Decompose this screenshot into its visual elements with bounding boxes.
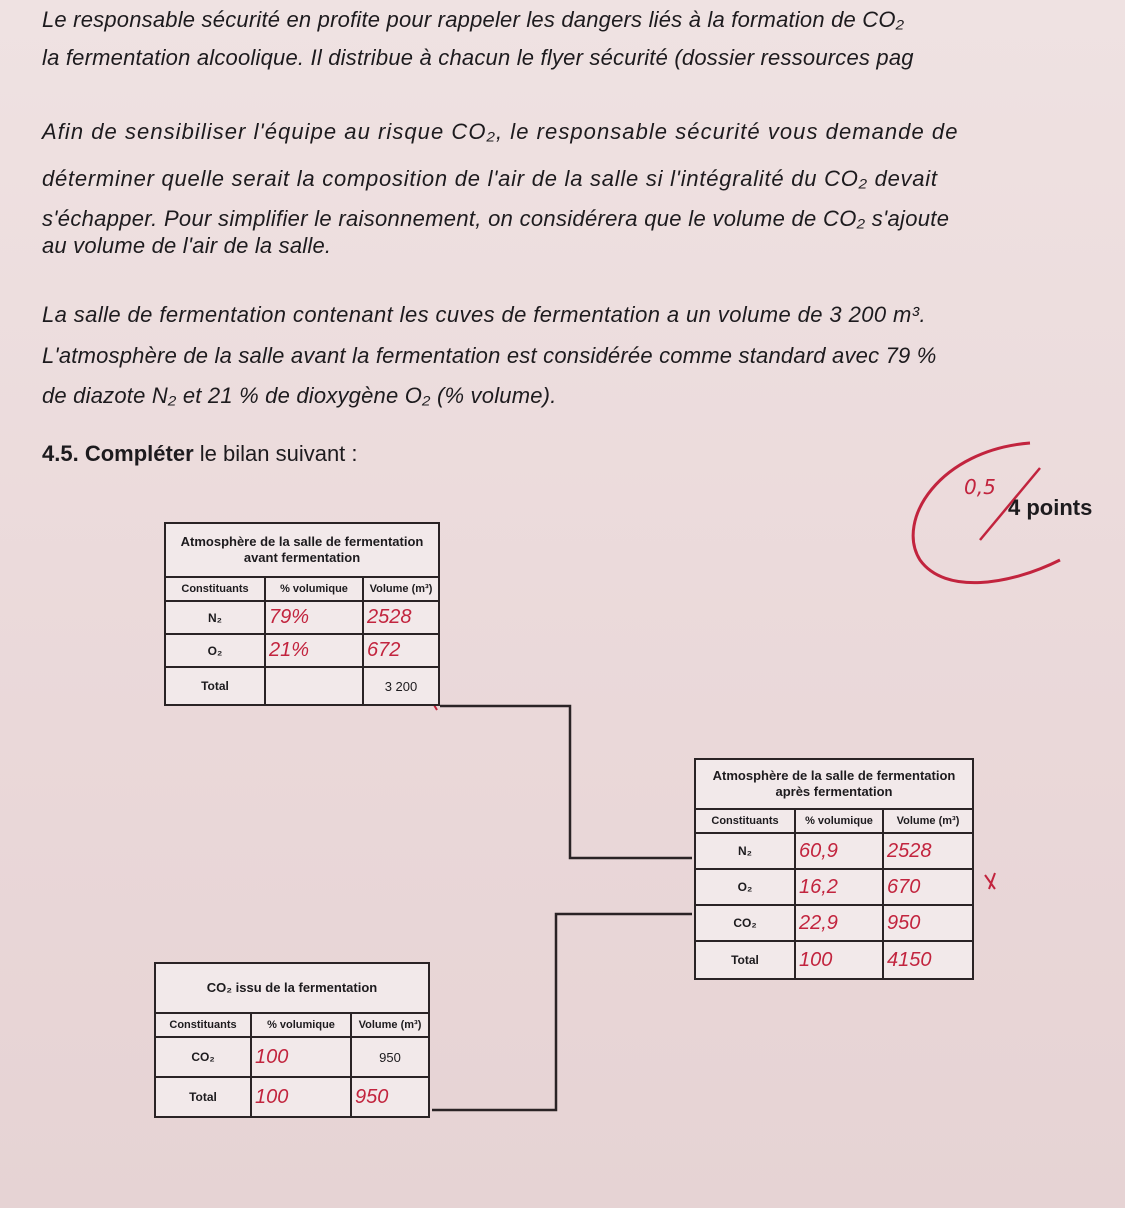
question-verb: Compléter: [84, 441, 194, 466]
table-before-header: % volumique: [265, 577, 363, 601]
paragraph2-line-1: La salle de fermentation contenant les cuves de fermentation a un volume de 3 200 m³.: [42, 302, 926, 327]
handwritten-percent: 22,9: [795, 905, 883, 941]
constituent-label: N₂: [695, 833, 795, 869]
table-after-header: Constituants: [695, 809, 795, 833]
table-co2-title: CO₂ issu de la fermentation: [155, 963, 429, 1013]
handwritten-percent: 21%: [265, 634, 363, 667]
table-after-header: Volume (m³): [883, 809, 973, 833]
constituent-label: CO₂: [695, 905, 795, 941]
printed-volume: 950: [351, 1037, 429, 1077]
handwritten-percent: 100: [251, 1077, 351, 1117]
table-before-header: Constituants: [165, 577, 265, 601]
table-row: [695, 941, 973, 979]
paragraph1-line-1: Afin de sensibiliser l'équipe au risque CO₂, le responsable sécurité vous demande de: [42, 119, 959, 144]
table-row: [155, 1077, 429, 1117]
constituent-label: O₂: [695, 869, 795, 905]
handwritten-percent: 16,2: [795, 869, 883, 905]
connector-co2: [432, 914, 692, 1110]
table-row: [155, 1037, 429, 1077]
table-row: [165, 601, 439, 634]
paragraph1-line-3: s'échapper. Pour simplifier le raisonnement, on considérera que le volume de CO₂ s'ajoute: [42, 206, 950, 231]
paragraph1-line-4: au volume de l'air de la salle.: [42, 233, 332, 258]
total-label: Total: [695, 941, 795, 979]
handwritten-percent: 79%: [265, 601, 363, 634]
question-rest: le bilan suivant :: [199, 441, 358, 466]
table-before-fermentation: [164, 522, 440, 706]
intro-line-2: la fermentation alcoolique. Il distribue à chacun le flyer sécurité (dossier ressources pag: [42, 45, 914, 70]
table-co2-header: % volumique: [251, 1013, 351, 1037]
pen-mark: [985, 873, 995, 889]
total-label: Total: [155, 1077, 251, 1117]
handwritten-percent: 100: [251, 1037, 351, 1077]
table-co2-header: Constituants: [155, 1013, 251, 1037]
handwritten-volume: 4150: [883, 941, 973, 979]
handwritten-volume: 672: [363, 634, 439, 667]
handwritten-percent: 100: [795, 941, 883, 979]
handwritten-volume: 670: [883, 869, 973, 905]
score-handwritten: 0,5: [964, 475, 996, 499]
handwritten-volume: 2528: [363, 601, 439, 634]
paragraph1-line-2: déterminer quelle serait la composition de l'air de la salle si l'intégralité du CO₂ devait: [42, 166, 938, 191]
score-label: 4 points: [1008, 495, 1093, 520]
table-row: [165, 634, 439, 667]
table-co2-header: Volume (m³): [351, 1013, 429, 1037]
total-label: Total: [165, 667, 265, 705]
table-row: [695, 833, 973, 869]
constituent-label: N₂: [165, 601, 265, 634]
paragraph2-line-2: L'atmosphère de la salle avant la fermentation est considérée comme standard avec 79 %: [42, 343, 937, 368]
handwritten-percent: 60,9: [795, 833, 883, 869]
table-before-header: Volume (m³): [363, 577, 439, 601]
table-row: [165, 667, 439, 705]
paragraph2-line-3: de diazote N₂ et 21 % de dioxygène O₂ (% volume).: [42, 383, 557, 408]
question-number: 4.5.: [42, 441, 79, 466]
connector-before: [440, 706, 692, 858]
table-after-title: Atmosphère de la salle de fermentation après fermentation: [695, 759, 973, 809]
handwritten-percent: [265, 667, 363, 705]
constituent-label: O₂: [165, 634, 265, 667]
table-row: [695, 905, 973, 941]
handwritten-volume: 950: [351, 1077, 429, 1117]
table-after-fermentation: [694, 758, 974, 980]
handwritten-volume: 2528: [883, 833, 973, 869]
table-co2-fermentation: [154, 962, 430, 1118]
constituent-label: CO₂: [155, 1037, 251, 1077]
table-row: [695, 869, 973, 905]
handwritten-volume: 950: [883, 905, 973, 941]
printed-volume: 3 200: [363, 667, 439, 705]
table-after-header: % volumique: [795, 809, 883, 833]
table-before-title: Atmosphère de la salle de fermentation avant fermentation: [165, 523, 439, 577]
intro-line-1: Le responsable sécurité en profite pour rappeler les dangers liés à la formation de CO₂: [42, 7, 905, 32]
